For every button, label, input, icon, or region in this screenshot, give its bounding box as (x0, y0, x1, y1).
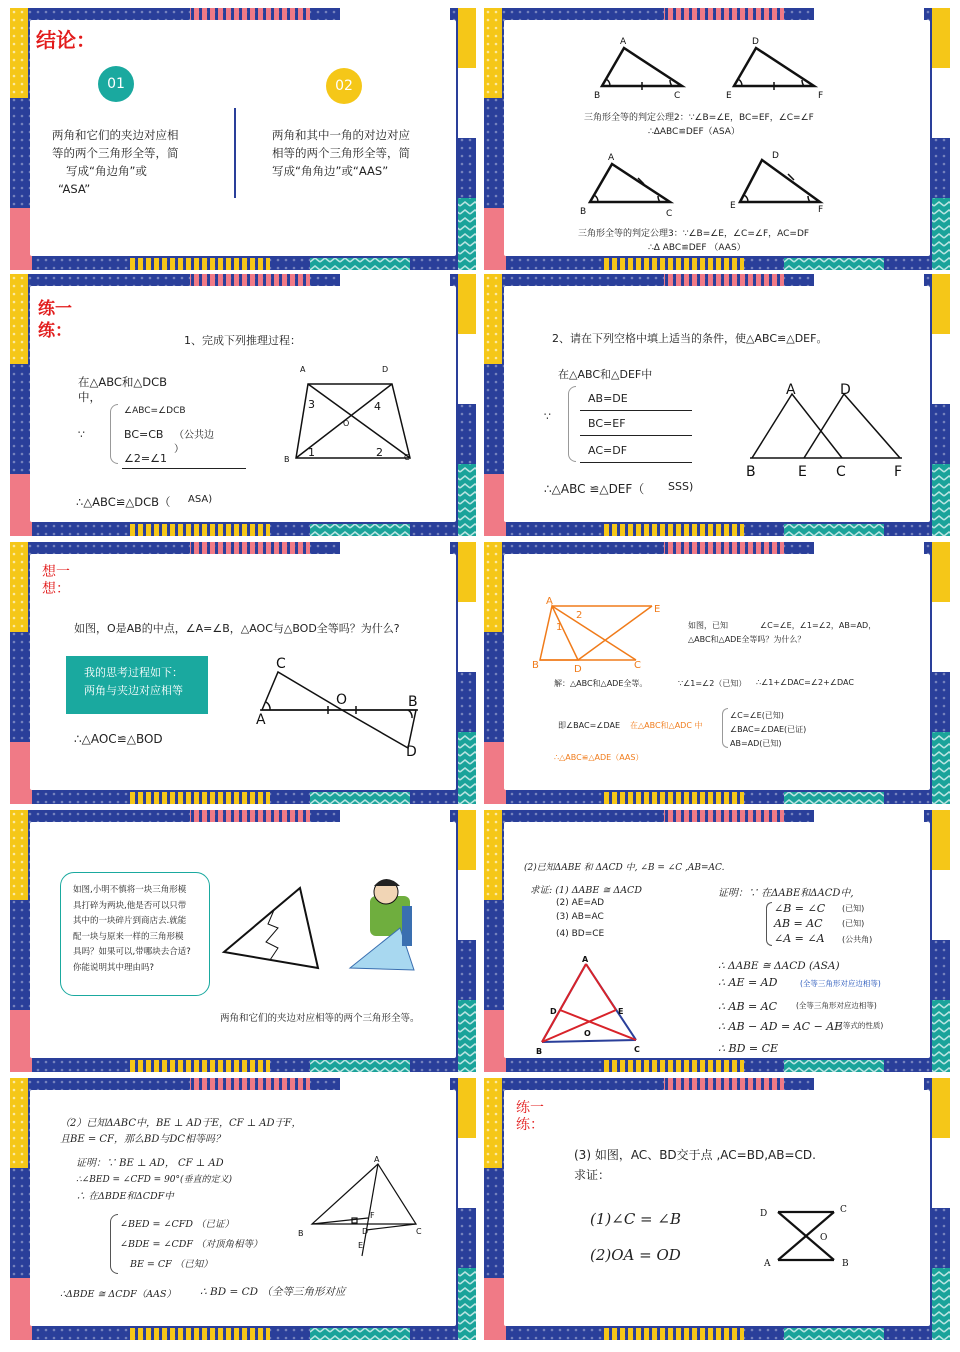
solution-line: 在△ABC和△ADC 中 (630, 721, 703, 730)
brace-item: BE = CF （已知） (130, 1259, 213, 1270)
label-E: E (358, 1241, 364, 1250)
label-D: D (760, 1209, 768, 1219)
label-B: B (408, 694, 418, 710)
proof-line: ∴ ΔABE ≅ ΔACD (ASA) (718, 960, 840, 972)
divider (234, 108, 236, 198)
label-E: E (654, 604, 661, 615)
conclusion: ∴ BD = CD （全等三角形对应 (200, 1286, 346, 1298)
label-A: A (582, 955, 589, 964)
label-F: F (818, 205, 824, 215)
label-E: E (730, 201, 736, 211)
label-F: F (894, 464, 903, 480)
brace-item-note: （公共边 (174, 430, 214, 441)
goal: (1)∠C = ∠B (590, 1210, 681, 1228)
answer: 两角和它们的夹边对应相等的两个三角形全等。 (220, 1013, 420, 1024)
conclusion: ∴△ABC≌△DCB（ (76, 495, 171, 509)
proof-line: 中， (78, 390, 101, 404)
label-A: A (764, 1259, 771, 1269)
text-asa: 两角和它们的夹边对应相 等的两个三角形全等，简 写成“角边角”或 “ASA” (52, 128, 179, 196)
theorem-3-conclusion: ∴Δ ABC≌DEF （AAS） (648, 243, 746, 253)
slide-6-example (484, 542, 950, 804)
conclusion-reason: SSS) (668, 480, 694, 493)
label-C: C (836, 464, 846, 480)
figure-bed-cfd (10, 1078, 476, 1340)
question: 如图，O是AB的中点，∠A=∠B，△AOC与△BOD全等吗？为什么? (74, 622, 400, 635)
brace-item: AB = AC (774, 917, 823, 930)
label-A: A (786, 382, 796, 398)
brace-item: ∠BDE = ∠CDF （对顶角相等） (120, 1239, 263, 1250)
badge-02: 02 (326, 68, 362, 104)
blank-field[interactable]: AC=DF (588, 444, 628, 457)
label-B: B (298, 1229, 304, 1238)
slide-7-broken-triangle (10, 810, 476, 1072)
angle-2: 2 (376, 446, 383, 459)
brace-item: ∠BAC=∠DAE(已证) (730, 725, 807, 734)
proof-line: ∴∠BED = ∠CFD = 90°(垂直的定义) (76, 1175, 233, 1185)
question: 如图，已知 (688, 621, 728, 630)
label-C: C (674, 91, 681, 101)
slide-9-proof (10, 1078, 476, 1340)
slide-title: 练一 练： (516, 1100, 544, 1133)
brace-item: ∠A = ∠A (774, 932, 825, 945)
proof-line: 证明：∵ BE ⊥ AD， CF ⊥ AD (76, 1158, 224, 1169)
figure-abe-acd (484, 810, 950, 1072)
theorem-2: 三角形全等的判定公理2：∵∠B=∠E，BC=EF，∠C=∠F (584, 113, 814, 123)
angle-4: 4 (374, 400, 381, 413)
because-sign: ∵ (78, 428, 85, 441)
brace-item: ∠B = ∠C (774, 902, 826, 915)
theorem-3: 三角形全等的判定公理3：∵∠B=∠E，∠C=∠F，AC=DF (578, 229, 810, 239)
boy-illustration (350, 879, 414, 970)
brace-item: AB=AD(已知) (730, 739, 782, 748)
broken-triangle-figure (10, 810, 476, 1072)
label-B: B (532, 660, 539, 671)
label-A: A (608, 153, 615, 163)
proof-note: (全等三角形对应边相等) (800, 979, 881, 988)
label-B: B (594, 91, 601, 101)
label-C: C (404, 453, 410, 462)
label-B: B (284, 455, 290, 464)
brace-note: (已知) (842, 919, 865, 928)
question: (3) 如图，AC、BD交于点 ,AC=BD,AB=CD. (574, 1148, 816, 1162)
proof-line: 在△ABC和△DEF中 (558, 368, 653, 381)
text-aas: 两角和其中一角的对边对应 相等的两个三角形全等，简 写成“角角边”或“AAS” (272, 128, 410, 178)
conclusion: ∴△AOC≌△BOD (74, 732, 163, 746)
slide-title: 想一 想： (42, 564, 70, 597)
conclusion: ∴△ABC≌△ADE（AAS） (554, 753, 644, 762)
brace-note: (已知) (842, 904, 865, 913)
proof-line: 证明：∵ 在ΔABE和ΔACD中, (718, 888, 854, 899)
conclusion: ∴△ABC ≌△DEF（ (544, 482, 645, 496)
proof-line: 在△ABC和△DCB (78, 375, 168, 389)
question: 1、完成下列推理过程： (184, 334, 301, 347)
brace-note: (公共角) (842, 935, 873, 944)
solution-line: ∴∠1+∠DAC=∠2+∠DAC (756, 678, 854, 687)
slide-title: 练一 练： (38, 299, 72, 341)
proof-line: ∴ 在ΔBDE和ΔCDF中 (76, 1191, 174, 1202)
brace-item: BC=CB (124, 428, 164, 441)
label-B: B (746, 464, 756, 480)
conclusion-reason: ASA) (188, 494, 213, 505)
label-O: O (336, 692, 348, 708)
brace-item: ∠C=∠E(已知) (730, 711, 784, 720)
label-D: D (406, 744, 417, 760)
proof-line: ∴ BD = CE (718, 1042, 779, 1055)
label-A: A (256, 712, 266, 728)
brace-item: ∠ABC=∠DCB (124, 406, 186, 416)
brace-item: ∠2=∠1 (124, 452, 167, 465)
label-B: B (536, 1047, 543, 1056)
label-A: A (546, 596, 553, 607)
slide-1-conclusion (10, 8, 476, 270)
proof-note: (全等三角形对应边相等) (796, 1001, 877, 1010)
solution-line: ∵∠1=∠2（已知） (678, 679, 747, 688)
label-O: O (820, 1233, 828, 1243)
proof-note: (等式的性质) (840, 1021, 884, 1030)
problem-statement: 且BE = CF，那么BD与DC相等吗？ (60, 1134, 226, 1145)
because-sign: ∵ (544, 410, 551, 423)
label-A: A (620, 37, 627, 47)
label-O: O (584, 1029, 591, 1038)
label-E: E (798, 464, 807, 480)
label-O: O (343, 419, 350, 428)
angle-1: 1 (308, 446, 315, 459)
angle-1: 1 (556, 622, 563, 633)
label-C: C (634, 660, 641, 671)
label-D: D (362, 1227, 369, 1236)
label-E: E (618, 1007, 624, 1016)
figure-abc-dcb (10, 274, 476, 536)
figure-aoc-bod (10, 542, 476, 804)
slide-8-proof (484, 810, 950, 1072)
figure-hourglass (484, 1078, 950, 1340)
label-A: A (374, 1155, 380, 1164)
goal: (2)OA = OD (590, 1246, 681, 1264)
label-B: B (580, 207, 587, 217)
label-E: E (726, 91, 732, 101)
label-D: D (382, 365, 389, 374)
badge-01: 01 (98, 66, 134, 102)
label-A: A (300, 365, 306, 374)
goal: (3) AB=AC (556, 912, 604, 922)
brace-item-note: ） (174, 444, 184, 455)
conclusion: ∴ΔBDE ≅ ΔCDF（AAS） (60, 1289, 177, 1300)
label-F: F (370, 1211, 375, 1220)
label-D: D (574, 664, 582, 675)
slide-3-practice (10, 274, 476, 536)
label-D: D (840, 382, 851, 398)
blank-field[interactable]: BC=EF (588, 417, 626, 430)
question: △ABC和△ADE全等吗？为什么？ (688, 635, 806, 644)
goal: (4) BD=CE (556, 929, 605, 939)
label-C: C (840, 1205, 847, 1215)
solution-line: 解：△ABC和△ADE全等。 (554, 679, 648, 688)
problem-statement: (2)已知ΔABE 和 ΔACD 中, ∠B = ∠C ,AB=AC. (524, 863, 725, 873)
problem-statement: （2）已知ΔABC中，BE ⊥ AD于E，CF ⊥ AD于F， (60, 1118, 302, 1129)
angle-3: 3 (308, 398, 315, 411)
question-box: 如图,小明不慎将一块三角形模 具打碎为两块,他是否可以只带 其中的一块碎片到商店去.就能 配一块与原来一样的三角形模 具吗？如果可以,带哪块去合适? 你能说明其中理由吗? (60, 872, 210, 996)
slide-5-think (10, 542, 476, 804)
question: 求证： (574, 1168, 611, 1182)
thinking-box: 我的思考过程如下： 两角与夹边对应相等 (66, 656, 208, 714)
blank-field[interactable]: AB=DE (588, 392, 628, 405)
label-C: C (634, 1045, 640, 1054)
question: 2、请在下列空格中填上适当的条件，使△ABC≌△DEF。 (552, 332, 828, 345)
proof-line: ∴ AB = AC (718, 1000, 778, 1013)
label-D: D (550, 1007, 557, 1016)
label-F: F (818, 91, 824, 101)
goal: (2) AE=AD (556, 898, 605, 908)
label-B: B (842, 1259, 849, 1269)
angle-2: 2 (576, 610, 583, 621)
slide-4-fill-conditions (484, 274, 950, 536)
slide-title: 结论： (36, 28, 96, 52)
label-D: D (772, 151, 779, 161)
label-C: C (416, 1227, 422, 1236)
brace (722, 708, 728, 748)
question: ∠C=∠E，∠1=∠2，AB=AD， (760, 621, 877, 630)
slide-2-theorems (484, 8, 950, 270)
solution-line: 即∠BAC=∠DAE (558, 721, 620, 730)
theorem-2-conclusion: ∴ΔABC≌DEF（ASA） (648, 127, 740, 137)
brace-item: ∠BED = ∠CFD （已证） (120, 1219, 234, 1230)
figure-abc-def (484, 274, 950, 536)
slide-10-practice (484, 1078, 950, 1340)
proof-line: ∴ AB − AD = AC − AE (718, 1020, 843, 1033)
label-C: C (276, 656, 286, 672)
proof-line: ∴ AE = AD (718, 976, 778, 989)
label-D: D (752, 37, 759, 47)
goal: 求证: (1) ΔABE ≅ ΔACD (530, 885, 642, 896)
label-C: C (666, 209, 673, 219)
